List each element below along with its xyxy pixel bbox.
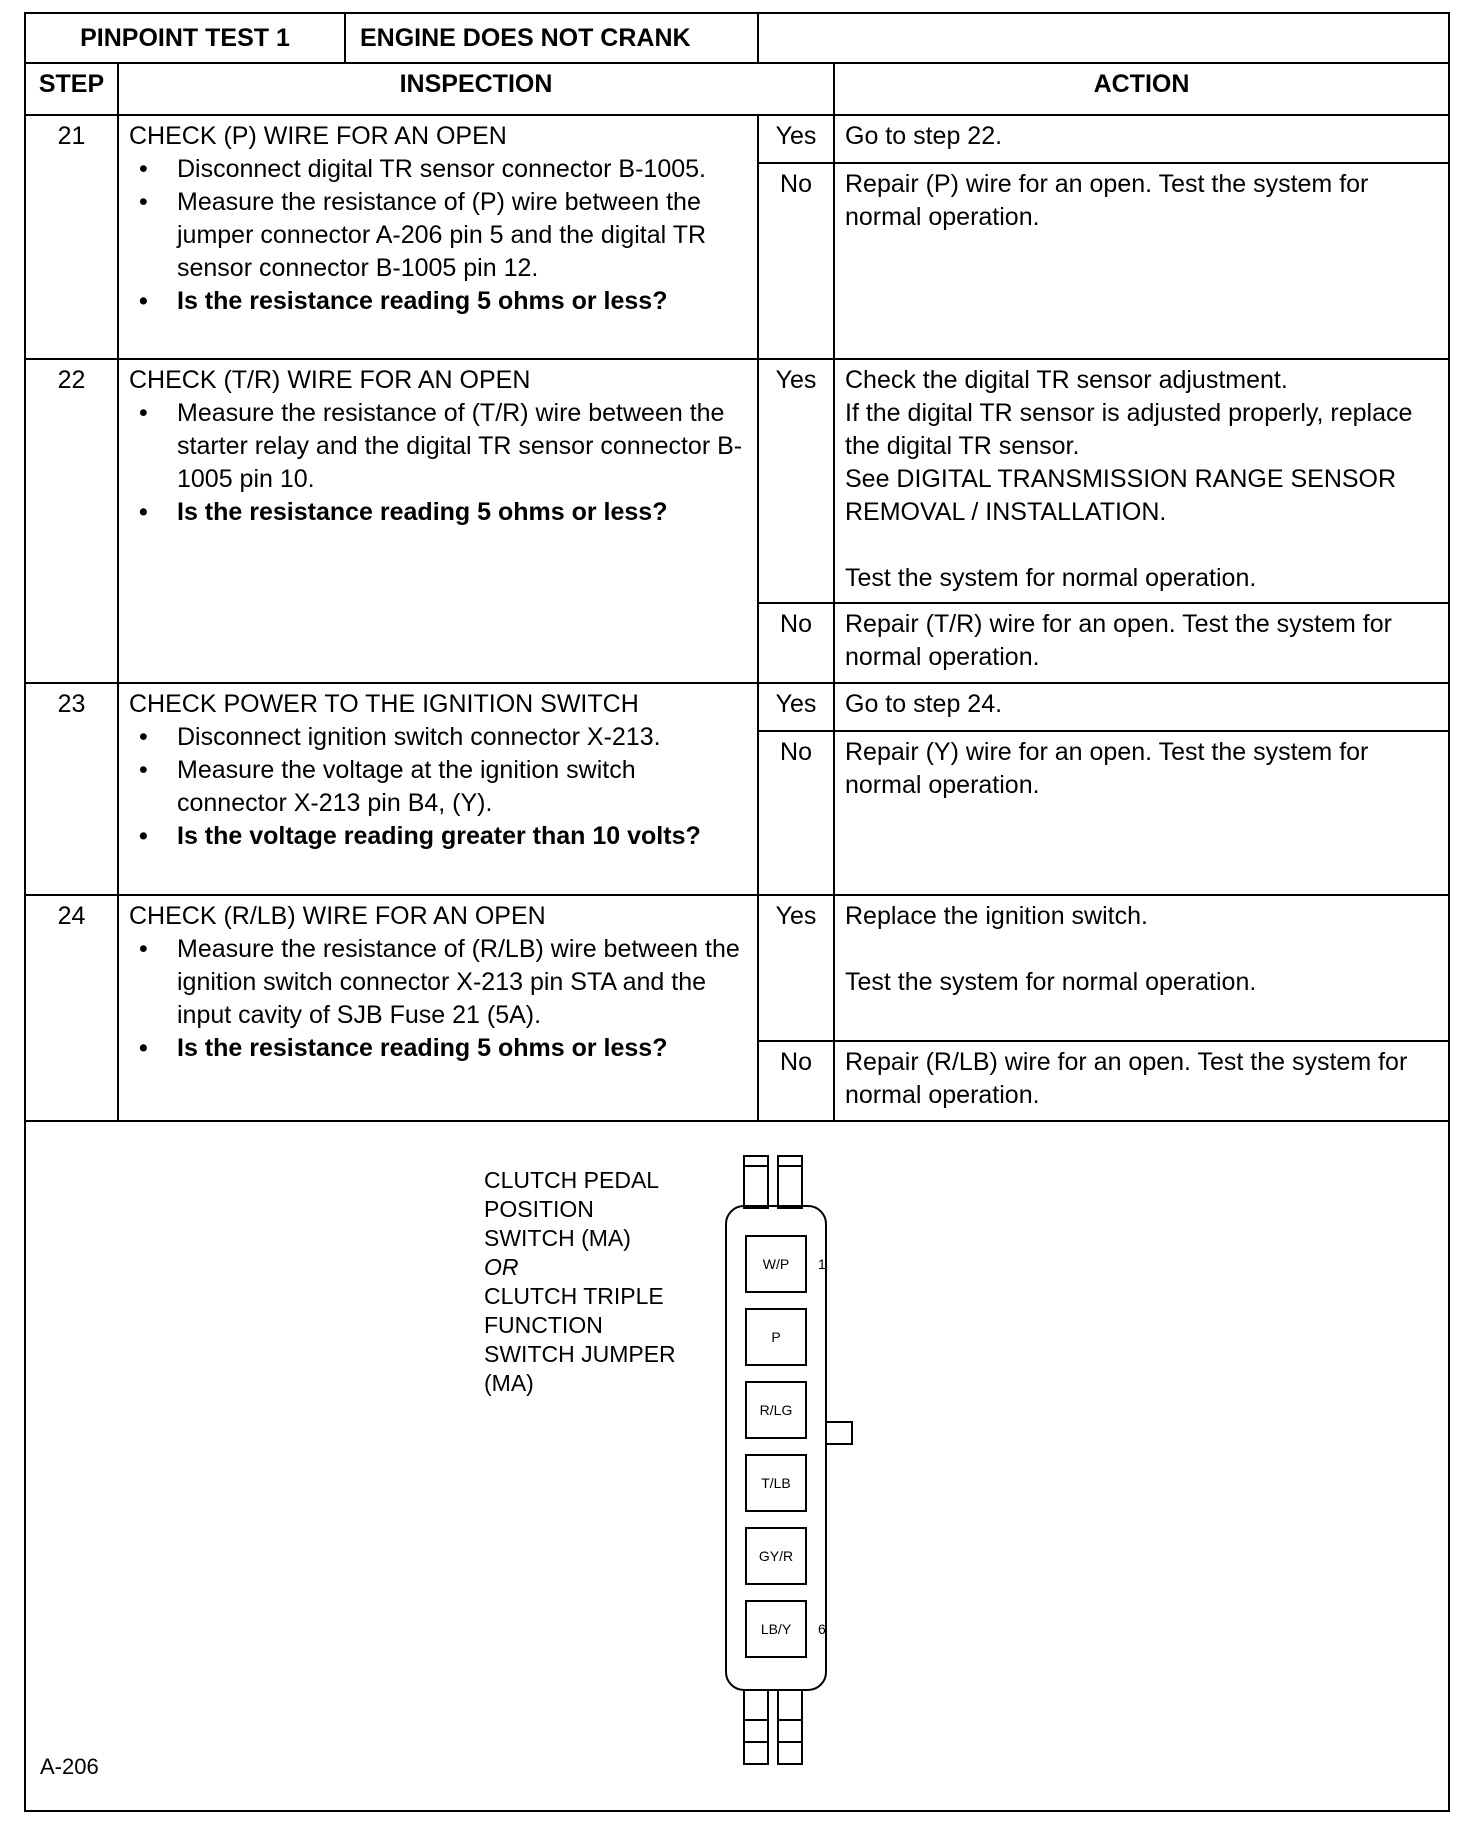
yes-action-line: See DIGITAL TRANSMISSION RANGE SENSOR REMOVAL / INSTALLATION. [845, 465, 1397, 526]
yes-action: Go to step 24. [834, 683, 1448, 731]
yes-action-final: Test the system for normal operation. [845, 968, 1257, 996]
yes-action-line: If the digital TR sensor is adjusted properly, replace the digital TR sensor. [845, 399, 1413, 460]
test-label: PINPOINT TEST 1 [26, 14, 346, 62]
pin-label: R/LG [759, 1402, 793, 1418]
inspection-bullet: • Disconnect digital TR sensor connector B-1005. [177, 153, 747, 186]
label-line: CLUTCH TRIPLE [484, 1283, 664, 1309]
step-inspection [118, 895, 758, 1121]
action-column-header: ACTION [834, 63, 1448, 115]
connector-id: A-206 [40, 1754, 99, 1779]
step-number: 23 [26, 683, 118, 895]
step-number: 21 [26, 115, 118, 359]
no-label: No [758, 603, 834, 683]
terminal-top [744, 1156, 768, 1208]
inspection-question: • Is the resistance reading 5 ohms or less? [177, 496, 747, 529]
step-22-yes-row [26, 359, 1448, 603]
label-line: (MA) [484, 1370, 534, 1396]
terminal-top [778, 1156, 802, 1208]
step-title: CHECK (T/R) WIRE FOR AN OPEN [129, 366, 531, 394]
inspection-question: • Is the voltage reading greater than 10 volts? [177, 820, 747, 853]
no-action: Repair (P) wire for an open. Test the system for normal operation. [834, 163, 1448, 359]
column-header-row [26, 63, 1448, 115]
step-column-header: STEP [26, 63, 118, 115]
yes-label: Yes [758, 359, 834, 603]
pin-label: GY/R [758, 1548, 794, 1564]
step-24-yes-row [26, 895, 1448, 1041]
inspection-bullet: • Measure the resistance of (P) wire between the jumper connector A-206 pin 5 and the digital TR sensor connector B-1005 pin 12. [177, 186, 747, 285]
step-title: CHECK (R/LB) WIRE FOR AN OPEN [129, 902, 546, 930]
step-21-yes-row [26, 115, 1448, 163]
yes-action: Go to step 22. [834, 115, 1448, 163]
pin-number: 1 [818, 1256, 826, 1272]
label-line: CLUTCH PEDAL [484, 1167, 660, 1193]
pin-label: T/LB [761, 1475, 791, 1491]
yes-label: Yes [758, 895, 834, 1041]
step-inspection [118, 115, 758, 359]
yes-action-line: Check the digital TR sensor adjustment. [845, 366, 1288, 394]
yes-action [834, 359, 1448, 603]
terminal-bottom [778, 1690, 802, 1764]
yes-action [834, 895, 1448, 1041]
pin-label: P [771, 1329, 781, 1345]
step-number: 22 [26, 359, 118, 683]
pinpoint-test-sheet [24, 12, 1450, 1812]
no-label: No [758, 1041, 834, 1121]
inspection-bullet: • Measure the resistance of (T/R) wire between the starter relay and the digital TR sensor connector B-1005 pin 10. [177, 397, 747, 496]
inspection-bullet: • Disconnect ignition switch connector X-213. [177, 721, 747, 754]
inspection-bullet: • Measure the voltage at the ignition switch connector X-213 pin B4, (Y). [177, 754, 747, 820]
connector-body [726, 1206, 826, 1690]
connector-label [484, 1166, 676, 1398]
step-inspection [118, 683, 758, 895]
yes-label: Yes [758, 683, 834, 731]
step-23-yes-row [26, 683, 1448, 731]
inspection-question: • Is the resistance reading 5 ohms or less? [177, 1032, 747, 1065]
step-title: CHECK (P) WIRE FOR AN OPEN [129, 122, 507, 150]
connector-figure [26, 1122, 1448, 1822]
yes-action-line: Replace the ignition switch. [845, 902, 1148, 930]
test-header-row [26, 14, 1448, 63]
connector-latch [826, 1422, 852, 1444]
step-number: 24 [26, 895, 118, 1121]
pin-number: 6 [818, 1621, 826, 1637]
inspection-column-header: INSPECTION [118, 63, 834, 115]
step-title: CHECK POWER TO THE IGNITION SWITCH [129, 690, 639, 718]
inspection-bullet: • Measure the resistance of (R/LB) wire between the ignition switch connector X-213 pin STA and the input cavity of SJB Fuse 21 (5A). [177, 933, 747, 1032]
no-action: Repair (Y) wire for an open. Test the system for normal operation. [834, 731, 1448, 895]
step-inspection [118, 359, 758, 683]
label-or: OR [484, 1254, 519, 1280]
no-label: No [758, 163, 834, 359]
no-action: Repair (R/LB) wire for an open. Test the system for normal operation. [834, 1041, 1448, 1121]
connector-diagram [716, 1152, 876, 1772]
pinpoint-table [26, 14, 1448, 1122]
yes-label: Yes [758, 115, 834, 163]
label-line: SWITCH (MA) [484, 1225, 631, 1251]
no-action: Repair (T/R) wire for an open. Test the system for normal operation. [834, 603, 1448, 683]
yes-action-final: Test the system for normal operation. [845, 564, 1257, 592]
pin-label: W/P [762, 1256, 790, 1272]
pin-label: LB/Y [760, 1621, 792, 1637]
label-line: POSITION [484, 1196, 594, 1222]
test-title: ENGINE DOES NOT CRANK [360, 23, 691, 52]
inspection-question: • Is the resistance reading 5 ohms or less? [177, 285, 747, 318]
no-label: No [758, 731, 834, 895]
label-line: FUNCTION [484, 1312, 603, 1338]
label-line: SWITCH JUMPER [484, 1341, 676, 1367]
terminal-bottom [744, 1690, 768, 1764]
